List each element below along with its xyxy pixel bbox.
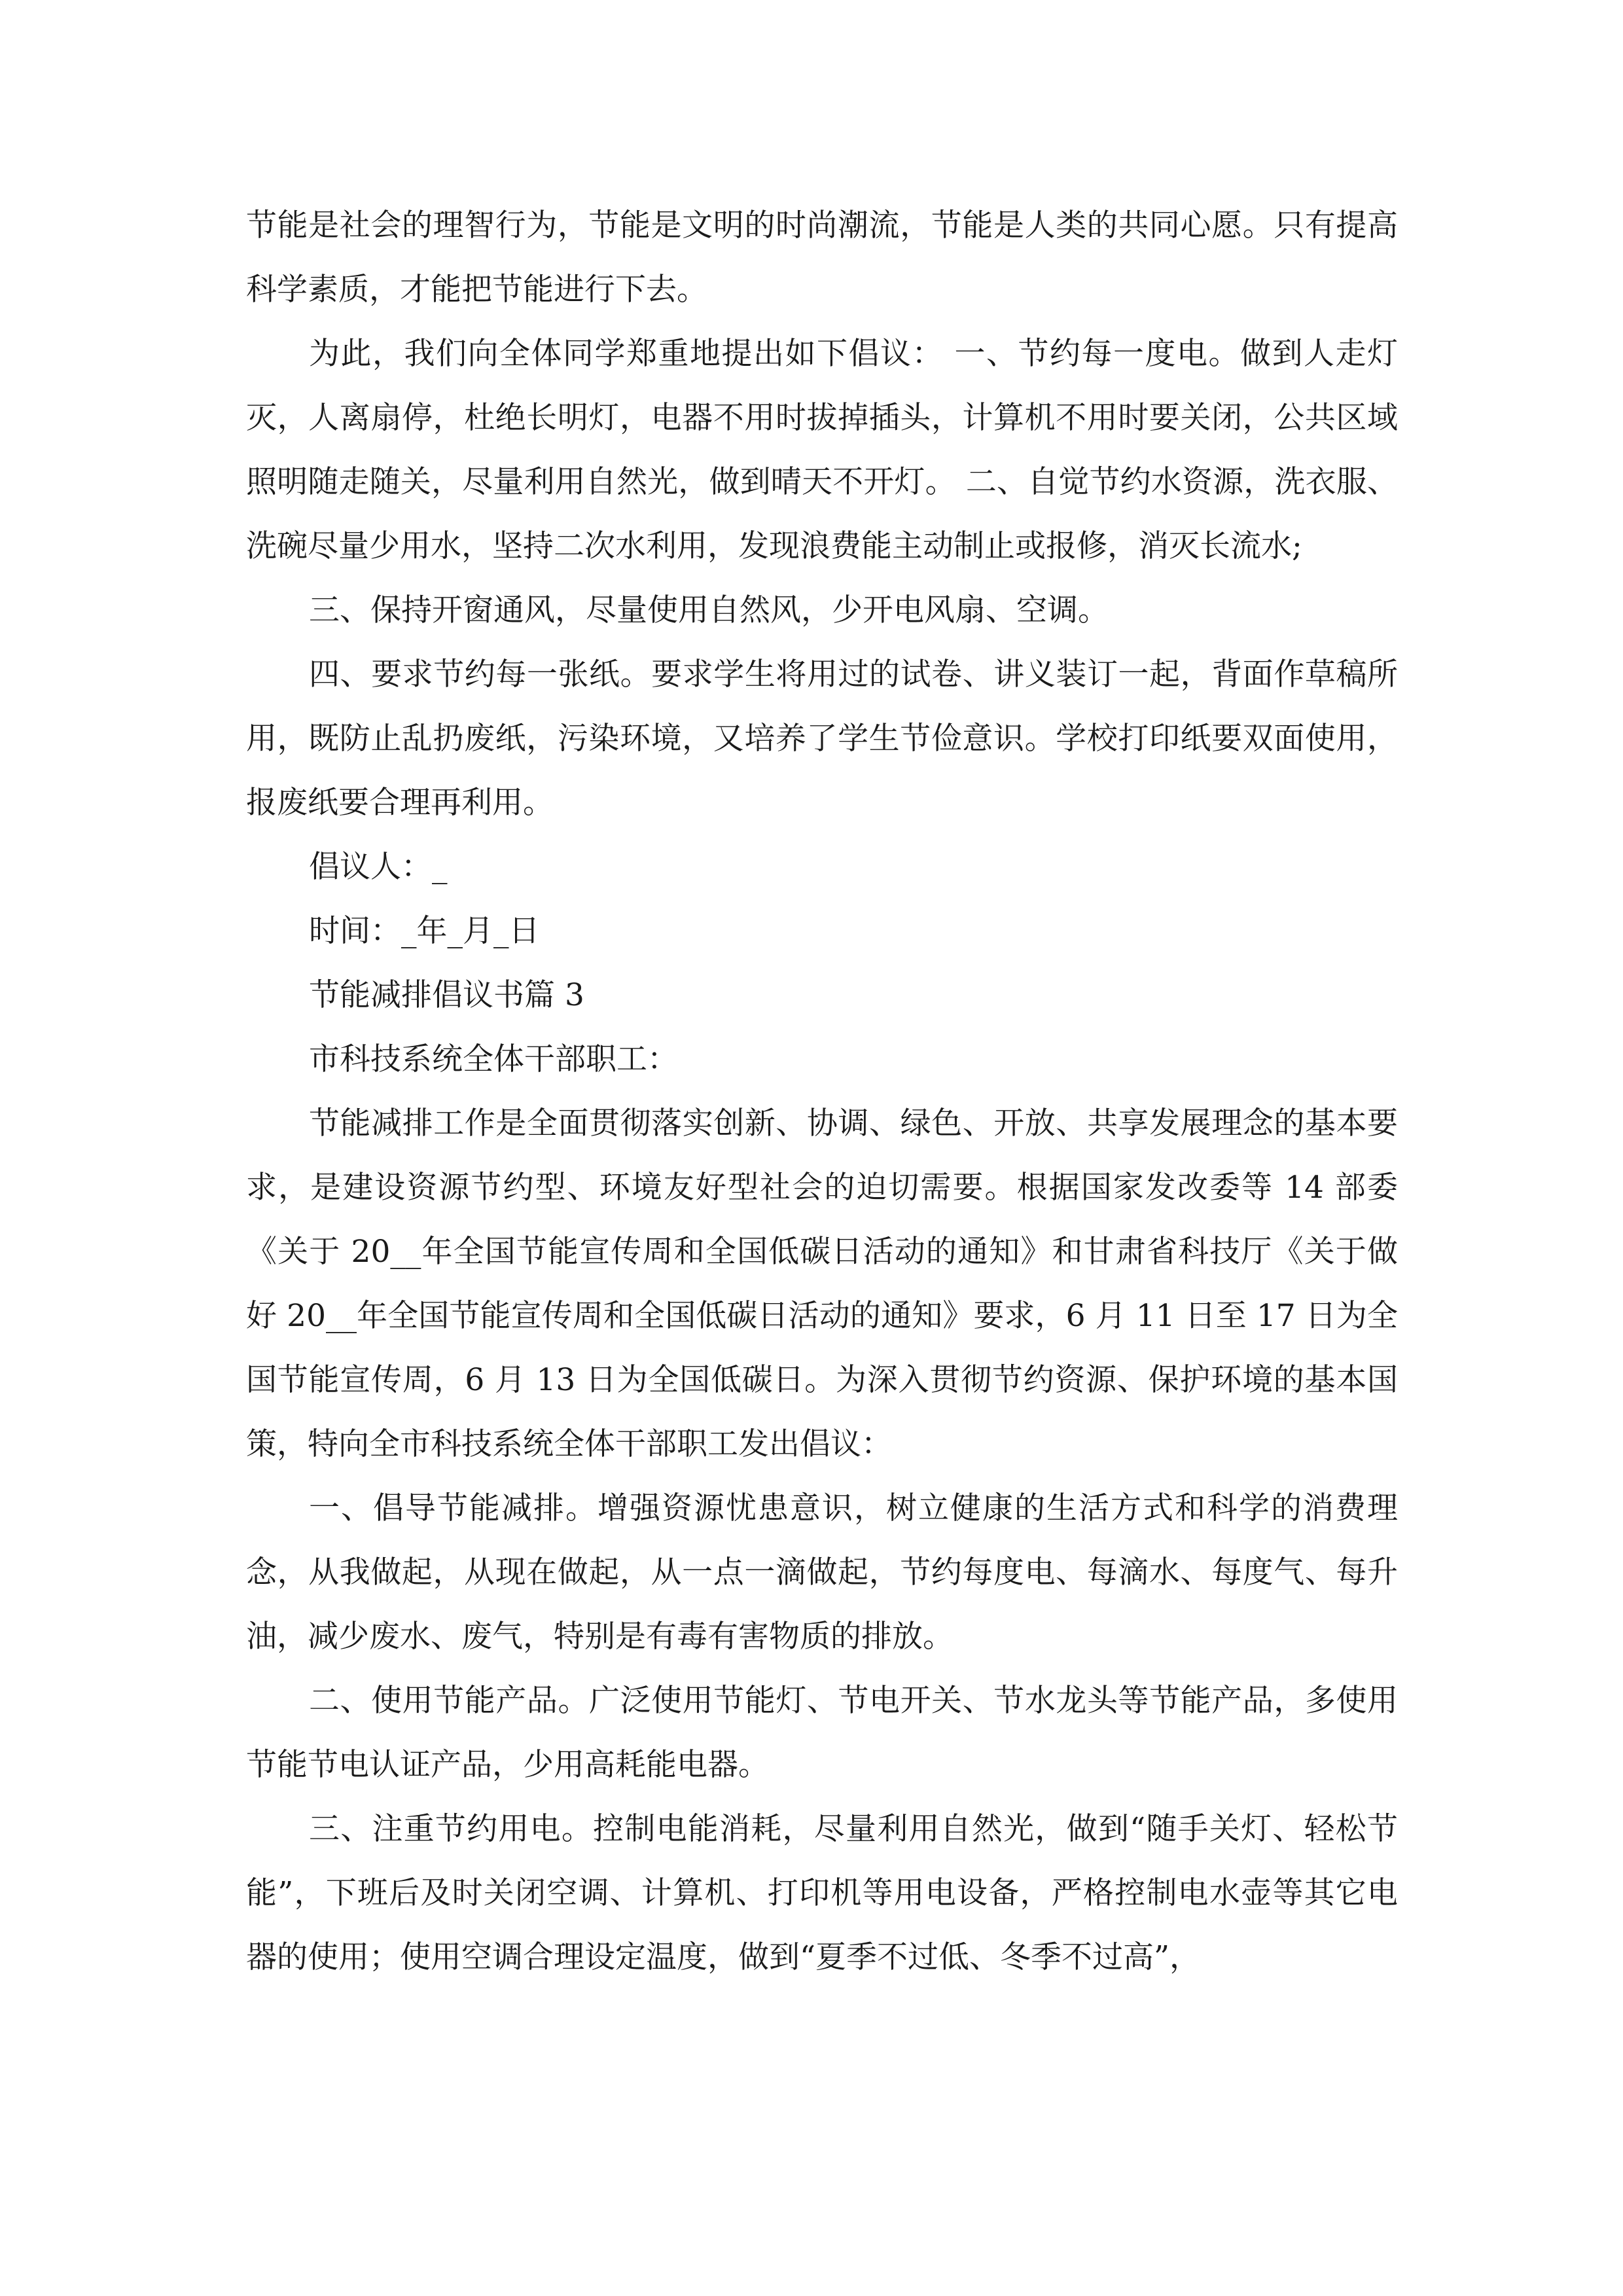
- section-heading: 节能减排倡议书篇 3: [309, 977, 584, 1013]
- proposer-line: 倡议人：_: [309, 849, 448, 885]
- paragraph-proposal-3: 三、保持开窗通风，尽量使用自然风，少开电风扇、空调。: [309, 592, 1109, 628]
- paragraph-body-main: 节能减排工作是全面贯彻落实创新、协调、绿色、开放、共享发展理念的基本要求，是建设资源节约型、环境友好型社会的迫切需要。根据国家发改委等 14 部委《关于 20__年全国节能宣传周和全国低碳日活动的通知》和甘肃省科技厅《关于做好 20__年全国节能宣传周和全国低碳日活动的通知》要求，6 月 11 日至 17 日为全国节能宣传周，6 月 13 日为全国低碳日。为深入贯彻节约资源、保护环境的基本国策，特向全市科技系统全体干部职工发出倡议：: [246, 1105, 1398, 1462]
- paragraph-intro-tail: 节能是社会的理智行为，节能是文明的时尚潮流，节能是人类的共同心愿。只有提高科学素质，才能把节能进行下去。: [246, 207, 1398, 308]
- paragraph-proposal-4: 四、要求节约每一张纸。要求学生将用过的试卷、讲义装订一起，背面作草稿所用，既防止乱扔废纸，污染环境，又培养了学生节俭意识。学校打印纸要双面使用，报废纸要合理再利用。: [246, 656, 1398, 821]
- document-body: [246, 194, 1398, 1990]
- date-line: 时间：_年_月_日: [309, 913, 540, 949]
- paragraph-item-3: 三、注重节约用电。控制电能消耗，尽量利用自然光，做到“随手关灯、轻松节能”，下班后及时关闭空调、计算机、打印机等用电设备，严格控制电水壶等其它电器的使用；使用空调合理设定温度，做到“夏季不过低、冬季不过高”，: [246, 1811, 1398, 1975]
- paragraph-item-1: 一、倡导节能减排。增强资源忧患意识，树立健康的生活方式和科学的消费理念，从我做起，从现在做起，从一点一滴做起，节约每度电、每滴水、每度气、每升油，减少废水、废气，特别是有毒有害物质的排放。: [246, 1490, 1398, 1655]
- salutation-line: 市科技系统全体干部职工：: [309, 1041, 678, 1077]
- paragraph-item-2: 二、使用节能产品。广泛使用节能灯、节电开关、节水龙头等节能产品，多使用节能节电认证产品，少用高耗能电器。: [246, 1683, 1398, 1783]
- paragraph-proposal-1-2: 为此，我们向全体同学郑重地提出如下倡议： 一、节约每一度电。做到人走灯灭，人离扇停，杜绝长明灯，电器不用时拔掉插头，计算机不用时要关闭，公共区域照明随走随关，尽量利用自然光，做到晴天不开灯。 二、自觉节约水资源，洗衣服、洗碗尽量少用水，坚持二次水利用，发现浪费能主动制止或报修，消灭长流水;: [246, 336, 1398, 564]
